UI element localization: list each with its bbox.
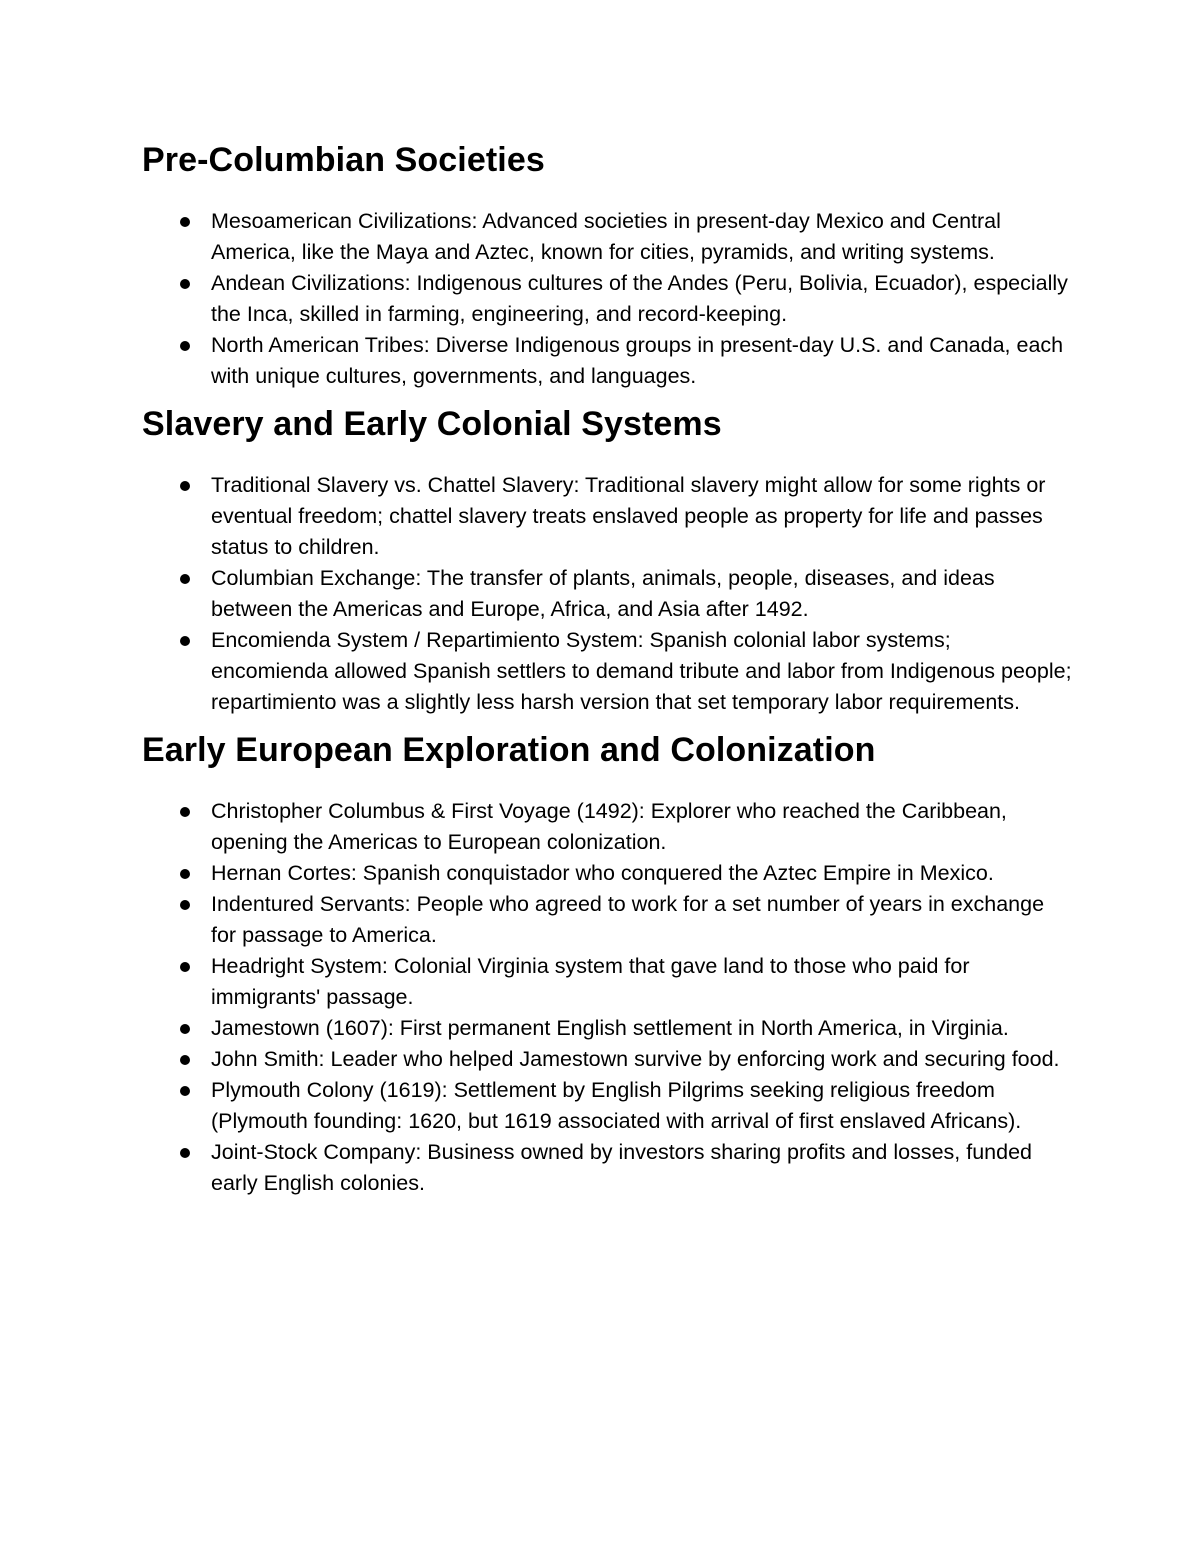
list-item <box>142 563 1072 625</box>
list-item-text: Hernan Cortes: Spanish conquistador who conquered the Aztec Empire in Mexico. <box>211 861 994 885</box>
list-item-text: Encomienda System / Repartimiento System: Spanish colonial labor systems; encomienda allowed Spanish settlers to demand tribute and labor from Indigenous people; repartimiento was a slightly less harsh version that set temporary labor requirements. <box>211 628 1072 714</box>
list-item <box>142 951 1072 1013</box>
section-heading-slavery: Slavery and Early Colonial Systems <box>142 405 722 443</box>
bullet-icon <box>180 900 190 910</box>
section-heading-exploration: Early European Exploration and Colonization <box>142 731 876 769</box>
bullet-icon <box>180 217 190 227</box>
list-item-text: Headright System: Colonial Virginia system that gave land to those who paid for immigrants' passage. <box>211 954 970 1009</box>
bullet-icon <box>180 574 190 584</box>
list-item <box>142 206 1072 268</box>
bullet-icon <box>180 1086 190 1096</box>
list-item-text: Plymouth Colony (1619): Settlement by English Pilgrims seeking religious freedom (Plymouth founding: 1620, but 1619 associated with arrival of first enslaved Africans). <box>211 1078 1022 1133</box>
bullet-list-pre-columbian <box>142 206 1072 392</box>
list-item <box>142 1044 1072 1075</box>
bullet-icon <box>180 341 190 351</box>
list-item-text: Indentured Servants: People who agreed to work for a set number of years in exchange for passage to America. <box>211 892 1045 947</box>
list-item <box>142 1137 1072 1199</box>
list-item <box>142 796 1072 858</box>
list-item <box>142 858 1072 889</box>
list-item-text: Joint-Stock Company: Business owned by investors sharing profits and losses, funded early English colonies. <box>211 1140 1033 1195</box>
bullet-icon <box>180 636 190 646</box>
bullet-icon <box>180 1055 190 1065</box>
list-item-text: North American Tribes: Diverse Indigenous groups in present-day U.S. and Canada, each with unique cultures, governments, and languages. <box>211 333 1064 388</box>
bullet-icon <box>180 1024 190 1034</box>
list-item <box>142 268 1072 330</box>
list-item-text: Christopher Columbus & First Voyage (1492): Explorer who reached the Caribbean, opening the Americas to European colonization. <box>211 799 1007 854</box>
list-item <box>142 889 1072 951</box>
list-item-text: John Smith: Leader who helped Jamestown survive by enforcing work and securing food. <box>211 1047 1060 1071</box>
bullet-icon <box>180 869 190 879</box>
bullet-list-slavery <box>142 470 1072 718</box>
section-heading-pre-columbian: Pre-Columbian Societies <box>142 141 545 179</box>
list-item-text: Columbian Exchange: The transfer of plants, animals, people, diseases, and ideas between the Americas and Europe, Africa, and Asia after 1492. <box>211 566 995 621</box>
bullet-icon <box>180 279 190 289</box>
list-item-text: Andean Civilizations: Indigenous cultures of the Andes (Peru, Bolivia, Ecuador), especially the Inca, skilled in farming, engineering, and record-keeping. <box>211 271 1068 326</box>
list-item <box>142 330 1072 392</box>
bullet-icon <box>180 1148 190 1158</box>
list-item-text: Jamestown (1607): First permanent English settlement in North America, in Virginia. <box>211 1016 1009 1040</box>
document-content <box>142 132 1072 1199</box>
bullet-list-exploration <box>142 796 1072 1199</box>
bullet-icon <box>180 962 190 972</box>
list-item-text: Mesoamerican Civilizations: Advanced societies in present-day Mexico and Central America, like the Maya and Aztec, known for cities, pyramids, and writing systems. <box>211 209 1001 264</box>
bullet-icon <box>180 807 190 817</box>
list-item <box>142 1013 1072 1044</box>
list-item <box>142 625 1072 718</box>
list-item-text: Traditional Slavery vs. Chattel Slavery: Traditional slavery might allow for some rights or eventual freedom; chattel slavery treats enslaved people as property for life and passes status to children. <box>211 473 1046 559</box>
bullet-icon <box>180 481 190 491</box>
list-item <box>142 1075 1072 1137</box>
list-item <box>142 470 1072 563</box>
